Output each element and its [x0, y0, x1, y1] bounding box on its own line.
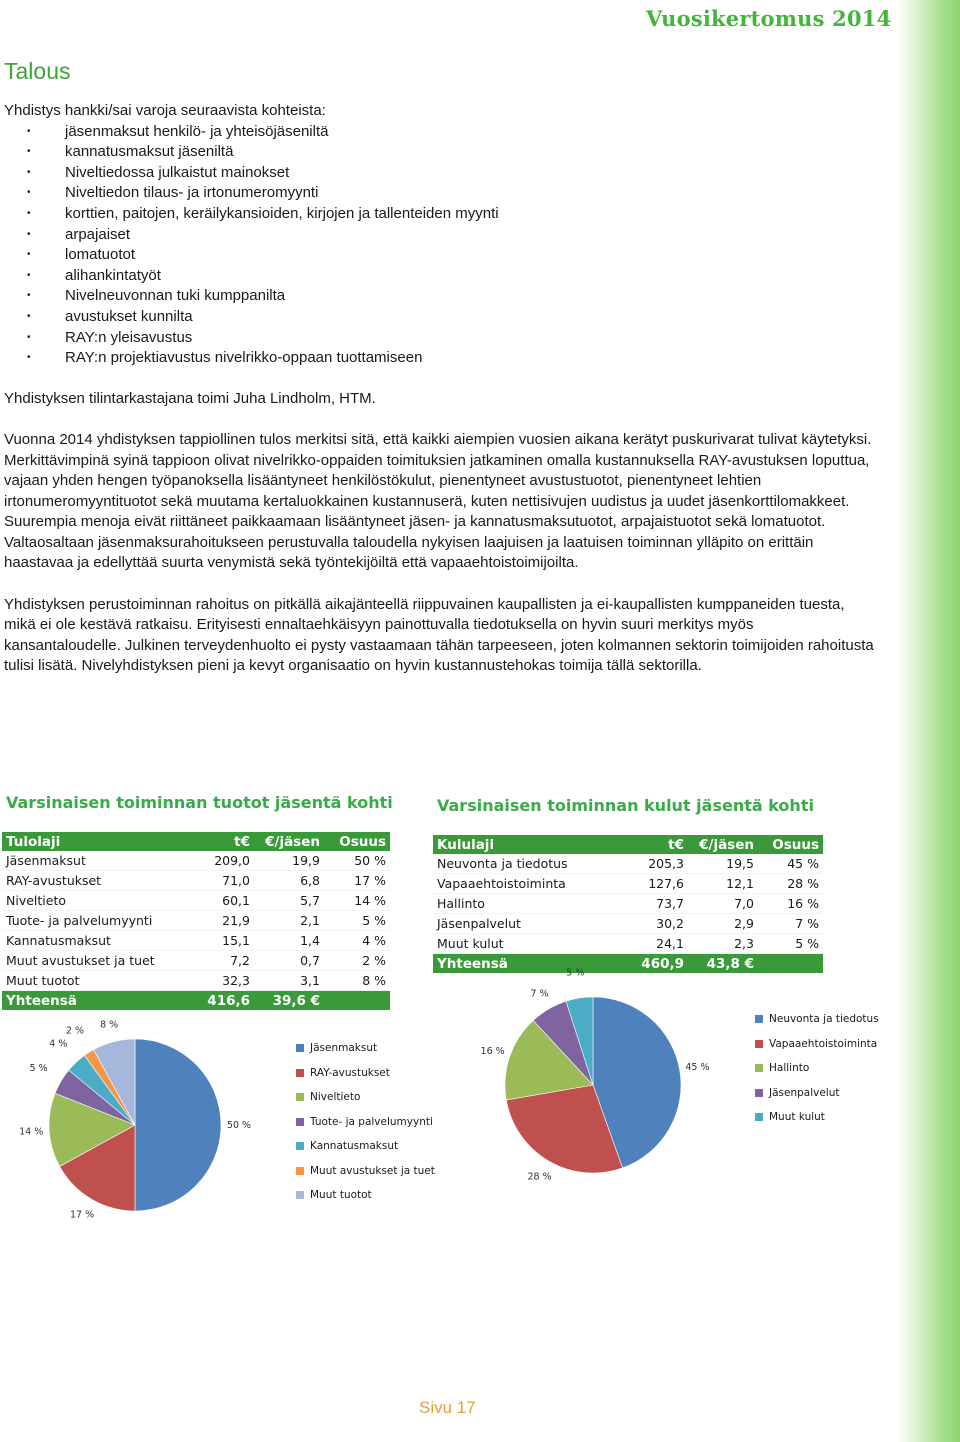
table-cell: Yhteensä [433, 954, 613, 974]
table-cell: 16 % [758, 894, 823, 914]
legend-swatch [296, 1142, 304, 1150]
table-row [2, 851, 390, 871]
income-table-title: Varsinaisen toiminnan tuotot jäsentä kohti [6, 793, 393, 812]
table-total-row [433, 954, 823, 974]
legend-label: Muut avustukset ja tuet [310, 1164, 435, 1177]
legend-item [296, 1190, 435, 1215]
table-cell: Osuus [758, 835, 823, 854]
legend-item [296, 1141, 435, 1166]
table-cell: Kululaji [433, 835, 613, 854]
legend-item [296, 1166, 435, 1191]
legend-label: Hallinto [769, 1062, 810, 1074]
table-cell: t€ [182, 832, 254, 851]
table-cell: t€ [613, 835, 688, 854]
table-cell: Osuus [324, 832, 390, 851]
pie-data-label: 5 % [29, 1062, 48, 1074]
funding-source-item: • RAY:n yleisavustus [4, 328, 874, 349]
pie-slice-0 [135, 1039, 221, 1211]
table-row [2, 891, 390, 911]
legend-label: Jäsenpalvelut [769, 1086, 840, 1099]
legend-swatch [755, 1040, 763, 1048]
table-cell: Tulolaji [2, 832, 182, 851]
legend-item [755, 1063, 879, 1088]
table-cell: 12,1 [688, 874, 758, 894]
legend-swatch [755, 1015, 763, 1023]
table-cell: 14 % [324, 891, 390, 911]
section-title: Talous [4, 58, 71, 84]
table-cell: 21,9 [182, 911, 254, 931]
table-cell [758, 954, 823, 974]
funding-source-item: • korttien, paitojen, keräilykansioiden, kirjojen ja tallenteiden myynti [4, 204, 874, 225]
table-cell: Muut tuotot [2, 971, 182, 991]
funding-sources-list [4, 122, 874, 369]
table-cell: 1,4 [254, 931, 324, 951]
table-cell: Kannatusmaksut [2, 931, 182, 951]
table-cell: Jäsenmaksut [2, 851, 182, 871]
table-cell: Hallinto [433, 894, 613, 914]
table-cell: 127,6 [613, 874, 688, 894]
pie-data-label: 17 % [69, 1209, 95, 1221]
table-cell: Muut avustukset ja tuet [2, 951, 182, 971]
table-row [433, 914, 823, 934]
table-cell: 32,3 [182, 971, 254, 991]
table-cell: 8 % [324, 971, 390, 991]
legend-item [296, 1068, 435, 1093]
table-cell: Niveltieto [2, 891, 182, 911]
table-row [2, 951, 390, 971]
table-cell: 7 % [758, 914, 823, 934]
funding-source-item: • Nivelneuvonnan tuki kumppanilta [4, 286, 874, 307]
intro-text: Yhdistys hankki/sai varoja seuraavista kohteista: [4, 102, 326, 119]
legend-label: Niveltieto [310, 1091, 361, 1103]
legend-label: Neuvonta ja tiedotus [769, 1013, 879, 1025]
funding-source-item: • jäsenmaksut henkilö- ja yhteisöjäseniltä [4, 122, 874, 143]
table-row [433, 874, 823, 894]
table-cell: 209,0 [182, 851, 254, 871]
expense-pie-legend [755, 1014, 879, 1137]
legend-item [296, 1117, 435, 1142]
pie-data-label: 28 % [527, 1171, 552, 1183]
table-total-row [2, 991, 390, 1011]
legend-swatch [296, 1093, 304, 1101]
pie-data-label: 8 % [100, 1019, 119, 1031]
legend-label: Tuote- ja palvelumyynti [310, 1115, 433, 1128]
table-cell: Tuote- ja palvelumyynti [2, 911, 182, 931]
legend-item [296, 1092, 435, 1117]
table-cell: Muut kulut [433, 934, 613, 954]
paragraph-result: Vuonna 2014 yhdistyksen tappiollinen tulos merkitsi sitä, että kaikki aiempien vuosien aikana kerätyt puskurivarat tulivat käytetyksi. Merkittävimpinä syinä tappioon olivat nivelrikko-oppaiden toimituksien jatkaminen omalla kustannuksella RAY-avustuksen loputtua, vajaan yhden hengen työpanoksella lisääntyneet henkilöstökulut, pienentyneet avustustuotot, pienentyneet lehtien irtonumeromyyntituotot sekä muutama kertaluokkainen kustannuserä, kuten nettisivujen uudistus ja uudet jäsenkorttilomakkeet. Suurempia menoja eivät riittäneet paikkaamaan lisääntyneet jäsen- ja kannatusmaksutuotot, arpajaistuotot sekä lomatuotot. Valtaosaltaan jäsenmaksurahoitukseen perustuvalla taloudella nykyisen laajuisen ja laatuisen toiminnan ylläpito on erittäin haastavaa ja edellyttää suurta venymistä sekä työntekijöiltä että vapaaehtoistoimijoilta. [4, 430, 872, 572]
funding-source-item: • avustukset kunnilta [4, 307, 874, 328]
table-row [2, 971, 390, 991]
pie-data-label: 2 % [65, 1025, 85, 1037]
legend-item [755, 1112, 879, 1137]
table-header-row [2, 832, 390, 851]
table-cell: Neuvonta ja tiedotus [433, 854, 613, 874]
table-cell: 2,3 [688, 934, 758, 954]
table-cell: 19,5 [688, 854, 758, 874]
table-cell: 5,7 [254, 891, 324, 911]
table-cell: 2,1 [254, 911, 324, 931]
expense-pie-chart [470, 967, 750, 1183]
table-cell: Yhteensä [2, 991, 182, 1011]
funding-source-item: • alihankintatyöt [4, 266, 874, 287]
table-cell: 5 % [758, 934, 823, 954]
main-text [4, 101, 874, 698]
funding-source-item: • RAY:n projektiavustus nivelrikko-oppaan tuottamiseen [4, 348, 874, 369]
legend-label: Muut tuotot [310, 1189, 372, 1201]
funding-source-item: • Niveltiedon tilaus- ja irtonumeromyynti [4, 183, 874, 204]
table-cell: 45 % [758, 854, 823, 874]
legend-swatch [296, 1191, 304, 1199]
table-cell: 24,1 [613, 934, 688, 954]
legend-swatch [755, 1113, 763, 1121]
funding-source-item: • Niveltiedossa julkaistut mainokset [4, 163, 874, 184]
pie-data-label: 50 % [226, 1120, 252, 1131]
legend-swatch [755, 1064, 763, 1072]
table-cell: 43,8 € [688, 954, 758, 974]
table-cell: 15,1 [182, 931, 254, 951]
table-cell: 50 % [324, 851, 390, 871]
table-cell: 5 % [324, 911, 390, 931]
table-cell: 39,6 € [254, 991, 324, 1011]
table-row [2, 911, 390, 931]
pie-data-label: 45 % [685, 1061, 710, 1073]
legend-label: Vapaaehtoistoiminta [769, 1037, 878, 1050]
legend-item [755, 1039, 879, 1064]
pie-data-label: 16 % [480, 1045, 505, 1057]
legend-label: Kannatusmaksut [310, 1140, 399, 1152]
legend-item [296, 1043, 435, 1068]
legend-label: Muut kulut [769, 1111, 825, 1123]
expense-table-title: Varsinaisen toiminnan kulut jäsentä kohti [437, 796, 814, 815]
table-cell: 60,1 [182, 891, 254, 911]
table-cell: 17 % [324, 871, 390, 891]
legend-swatch [755, 1089, 763, 1097]
table-cell: 3,1 [254, 971, 324, 991]
table-cell: Jäsenpalvelut [433, 914, 613, 934]
funding-source-item: • lomatuotot [4, 245, 874, 266]
table-cell: 7,0 [688, 894, 758, 914]
table-cell: 2 % [324, 951, 390, 971]
page-number: Sivu 17 [419, 1398, 476, 1417]
table-cell: €/jäsen [688, 835, 758, 854]
table-cell: 416,6 [182, 991, 254, 1011]
table-header-row [433, 835, 823, 854]
table-cell: 73,7 [613, 894, 688, 914]
table-cell: 71,0 [182, 871, 254, 891]
legend-item [755, 1014, 879, 1039]
report-title: Vuosikertomus 2014 [646, 6, 892, 31]
table-cell: 205,3 [613, 854, 688, 874]
income-pie-chart [10, 1015, 300, 1220]
legend-swatch [296, 1118, 304, 1126]
table-cell: 30,2 [613, 914, 688, 934]
table-cell: 4 % [324, 931, 390, 951]
legend-label: Jäsenmaksut [310, 1042, 378, 1054]
income-pie-legend [296, 1043, 435, 1215]
legend-swatch [296, 1044, 304, 1052]
decorative-side-gradient [898, 0, 960, 1442]
table-cell: 6,8 [254, 871, 324, 891]
table-row [2, 871, 390, 891]
table-cell: Vapaaehtoistoiminta [433, 874, 613, 894]
expense-table [433, 835, 823, 973]
paragraph-auditor: Yhdistyksen tilintarkastajana toimi Juha Lindholm, HTM. [4, 389, 376, 407]
legend-swatch [296, 1069, 304, 1077]
pie-data-label: 4 % [49, 1038, 68, 1050]
legend-item [755, 1088, 879, 1113]
table-cell [324, 991, 390, 1011]
table-cell: 7,2 [182, 951, 254, 971]
table-row [433, 854, 823, 874]
funding-source-item: • arpajaiset [4, 225, 874, 246]
paragraph-funding: Yhdistyksen perustoiminnan rahoitus on pitkällä aikajänteellä riippuvainen kaupallisten ja ei-kaupallisten kumppaneiden tuesta, mikä ei ole kestävä ratkaisu. Erityisesti ennaltaehkäisyyn painottuvalla tiedotuksella on hyvin suuri merkitys myös kansantaloudelle. Julkinen terveydenhuolto ei pysty vastaamaan tähän tarpeeseen, joten kolmannen sektorin toimijoiden rahoitusta tulisi lisätä. Nivelyhdistyksen pieni ja kevyt organisaatio on hyvin kustannustehokas toimija tällä sektorilla. [4, 595, 874, 675]
funding-source-item: • kannatusmaksut jäseniltä [4, 142, 874, 163]
table-cell: 460,9 [613, 954, 688, 974]
income-table [2, 832, 390, 1010]
table-cell: 28 % [758, 874, 823, 894]
pie-data-label: 14 % [19, 1126, 44, 1138]
table-row [2, 931, 390, 951]
table-cell: RAY-avustukset [2, 871, 182, 891]
pie-data-label: 5 % [566, 967, 585, 979]
table-cell: 19,9 [254, 851, 324, 871]
table-cell: €/jäsen [254, 832, 324, 851]
table-cell: 2,9 [688, 914, 758, 934]
legend-label: RAY-avustukset [310, 1066, 390, 1079]
table-cell: 0,7 [254, 951, 324, 971]
table-row [433, 934, 823, 954]
table-row [433, 894, 823, 914]
legend-swatch [296, 1167, 304, 1175]
pie-data-label: 7 % [530, 988, 549, 1000]
